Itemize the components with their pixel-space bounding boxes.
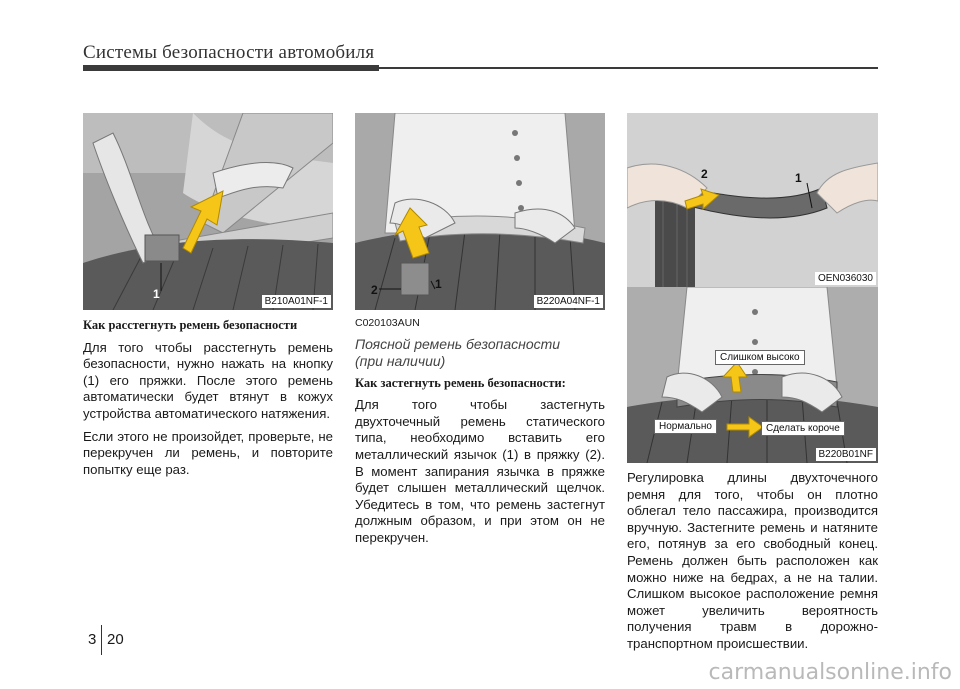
column-1 bbox=[83, 317, 333, 484]
callout-1: 1 bbox=[795, 171, 802, 185]
figure-code: B220A04NF-1 bbox=[534, 295, 603, 308]
figure-code: B220B01NF bbox=[816, 448, 876, 461]
callout-2: 2 bbox=[701, 167, 708, 181]
belt-position-illustration bbox=[627, 287, 878, 463]
figure-code: B210A01NF-1 bbox=[262, 295, 331, 308]
figure-code: OEN036030 bbox=[815, 272, 876, 285]
column-2 bbox=[355, 315, 605, 553]
column-3 bbox=[627, 470, 878, 659]
figure-unbuckle bbox=[83, 113, 333, 310]
paragraph: Для того чтобы застегнуть двухточечный ремень статического типа, необходимо вставить его металлический язычок (1) в пряжку (2). В момент запирания язычка в пряжке будет слышен металлический щелчок. Убедитесь в том, что ремень застегнут должным образом, и при этом он не перекручен. bbox=[355, 397, 605, 545]
paragraph: Если этого не произойдет, проверьте, не перекручен ли ремень, и повторите попытку еще раз. bbox=[83, 428, 333, 477]
callout-2: 2 bbox=[371, 283, 378, 297]
watermark: carmanualsonline.info bbox=[708, 660, 952, 685]
label-too-high: Слишком высоко bbox=[715, 350, 805, 365]
label-normal: Нормально bbox=[654, 419, 717, 434]
section-heading: Как расстегнуть ремень безопасности bbox=[83, 318, 298, 332]
page-number-divider bbox=[101, 625, 102, 655]
label-shorten: Сделать короче bbox=[761, 421, 845, 436]
paragraph: Регулировка длины двухточечного ремня для того, чтобы он плотно облегал тело пассажира, производится вручную. Застегните ремень и натяните его, потянув за его свободный конец. Ремень должен быть расположен как можно ниже на бедрах, а не на талии. Слишком высокое расположение ремня может увеличить вероятность получения травм в дорожно-транспортном происшествии. bbox=[627, 470, 878, 651]
chapter-number: 3 bbox=[88, 631, 97, 648]
page-title: Системы безопасности автомобиля bbox=[83, 42, 375, 63]
callout-1: 1 bbox=[435, 277, 442, 291]
unbuckle-illustration bbox=[83, 113, 333, 310]
strap-adjust-illustration bbox=[627, 113, 878, 287]
lap-belt-illustration bbox=[355, 113, 605, 310]
figure-adjust-strap bbox=[627, 113, 878, 287]
figure-belt-position bbox=[627, 287, 878, 463]
figure-buckle-lap-belt bbox=[355, 113, 605, 310]
subheading: Как застегнуть ремень безопасности: bbox=[355, 375, 566, 390]
section-code: C020103AUN bbox=[355, 317, 420, 329]
section-heading: Поясной ремень безопасности (при наличии) bbox=[355, 335, 561, 369]
paragraph: Для того чтобы расстегнуть ремень безопасности, нужно нажать на кнопку (1) его пряжки. После этого ремень автоматически будет втянут в кожух устройства автоматического натяжения. bbox=[83, 339, 333, 421]
page-number-value: 20 bbox=[107, 631, 124, 648]
callout-1: 1 bbox=[153, 287, 160, 301]
header-divider bbox=[83, 65, 878, 71]
